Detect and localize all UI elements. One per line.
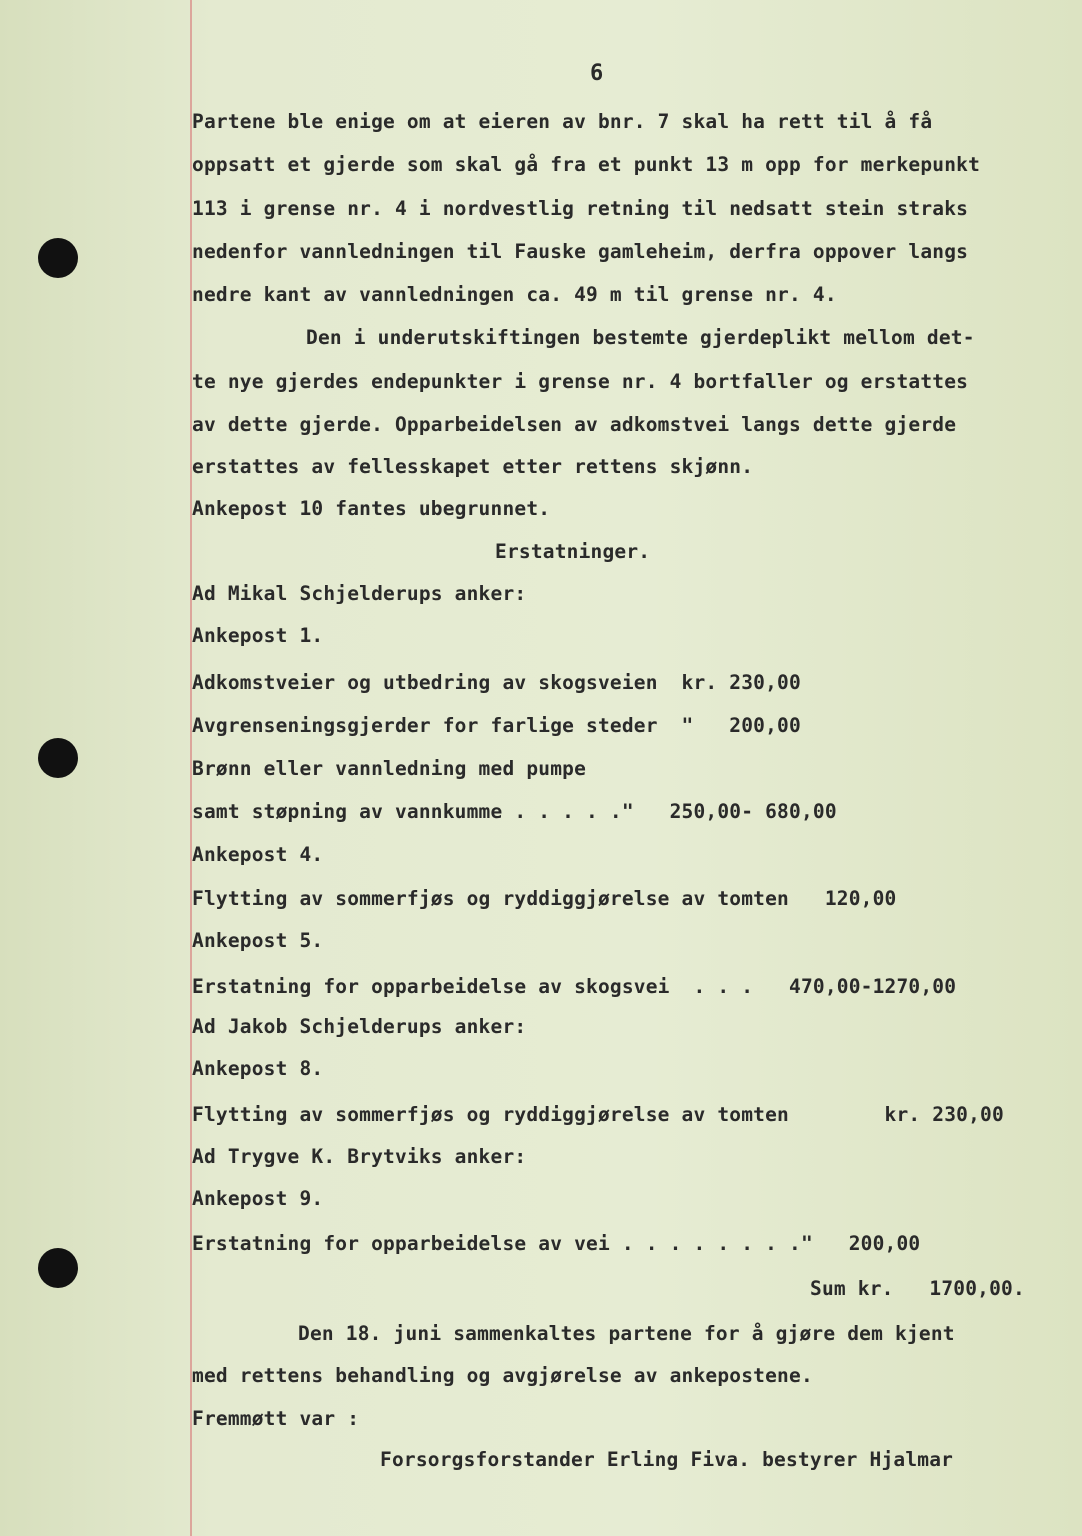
text-line: Ankepost 1.: [192, 624, 324, 647]
text-line: Erstatning for opparbeidelse av vei . . . . . . . ." 200,00: [192, 1232, 921, 1255]
text-line: oppsatt et gjerde som skal gå fra et punkt 13 m opp for merkepunkt: [192, 153, 981, 176]
text-line: Erstatning for opparbeidelse av skogsvei . . . 470,00-1270,00: [192, 975, 957, 998]
text-line: Fremmøtt var :: [192, 1407, 360, 1430]
text-line: 113 i grense nr. 4 i nordvestlig retning til nedsatt stein straks: [192, 197, 969, 220]
sum-line: Sum kr. 1700,00.: [810, 1277, 1025, 1300]
text-line: nedenfor vannledningen til Fauske gamleheim, derfra oppover langs: [192, 240, 969, 263]
text-line: Forsorgsforstander Erling Fiva. bestyrer Hjalmar: [380, 1448, 954, 1471]
text-line: av dette gjerde. Opparbeidelsen av adkomstvei langs dette gjerde: [192, 413, 957, 436]
text-line: Brønn eller vannledning med pumpe: [192, 757, 587, 780]
punch-hole: [38, 238, 78, 278]
text-line: nedre kant av vannledningen ca. 49 m til grense nr. 4.: [192, 283, 837, 306]
text-line: Ad Trygve K. Brytviks anker:: [192, 1145, 527, 1168]
page-number: 6: [590, 61, 604, 86]
text-line: Ad Jakob Schjelderups anker:: [192, 1015, 527, 1038]
text-line: samt støpning av vannkumme . . . . ." 250,00- 680,00: [192, 800, 837, 823]
text-line: Ankepost 5.: [192, 929, 324, 952]
text-line: Ankepost 10 fantes ubegrunnet.: [192, 497, 551, 520]
text-line: Adkomstveier og utbedring av skogsveien kr. 230,00: [192, 671, 801, 694]
text-line: Partene ble enige om at eieren av bnr. 7 skal ha rett til å få: [192, 110, 933, 133]
punch-hole: [38, 1248, 78, 1288]
text-line: med rettens behandling og avgjørelse av ankepostene.: [192, 1364, 813, 1387]
text-line: Den 18. juni sammenkaltes partene for å gjøre dem kjent: [298, 1322, 955, 1345]
text-line: erstattes av fellesskapet etter rettens skjønn.: [192, 455, 754, 478]
text-line: Ankepost 4.: [192, 843, 324, 866]
text-line: Ankepost 9.: [192, 1187, 324, 1210]
text-line: Ankepost 8.: [192, 1057, 324, 1080]
punch-hole: [38, 738, 78, 778]
text-line: Ad Mikal Schjelderups anker:: [192, 582, 527, 605]
text-line: Den i underutskiftingen bestemte gjerdeplikt mellom det-: [306, 326, 975, 349]
text-line: te nye gjerdes endepunkter i grense nr. 4 bortfaller og erstattes: [192, 370, 969, 393]
text-line: Flytting av sommerfjøs og ryddiggjørelse av tomten 120,00: [192, 887, 897, 910]
text-line: Avgrenseningsgjerder for farlige steder " 200,00: [192, 714, 801, 737]
section-heading: Erstatninger.: [495, 540, 651, 563]
text-line: Flytting av sommerfjøs og ryddiggjørelse av tomten kr. 230,00: [192, 1103, 1004, 1126]
